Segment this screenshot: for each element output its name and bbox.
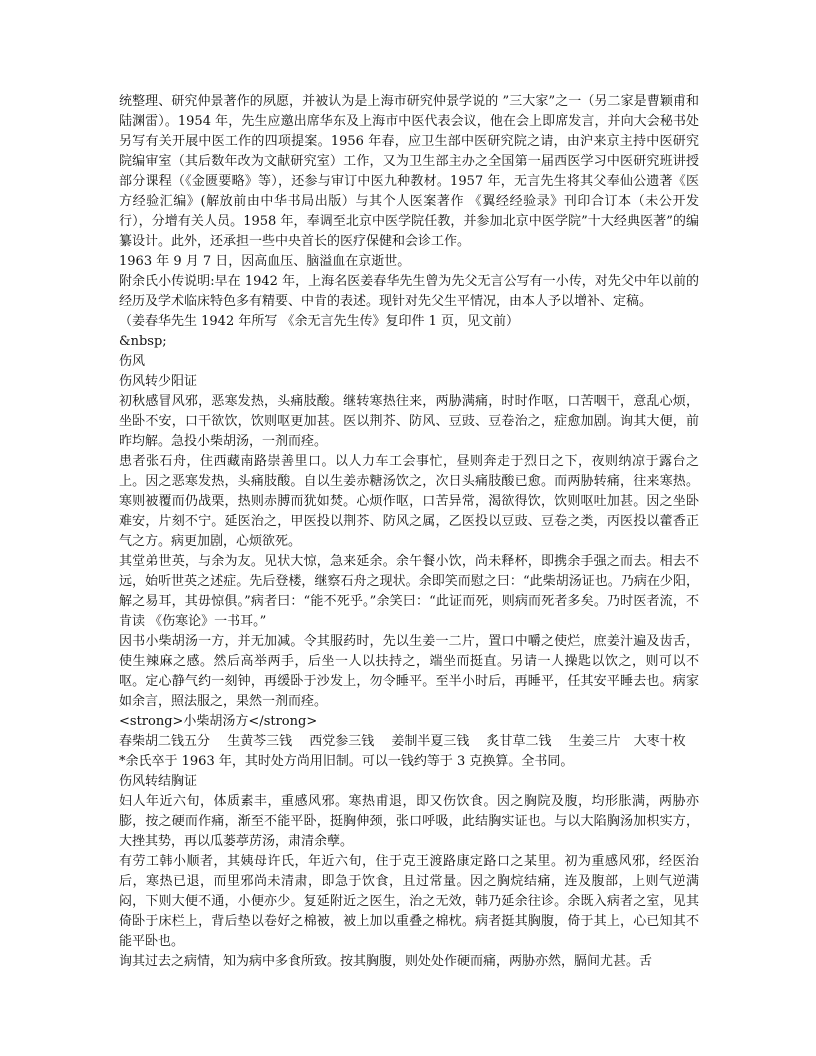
- section-heading: 伤风: [119, 354, 146, 369]
- case-treatment-paragraph: 因书小柴胡汤一方，并无加减。令其服药时，先以生姜一二片，置口中嚼之使烂，庶姜汁遍及齿舌，使生辣麻之感。然后高举两手，后坐一人以扶持之，端坐而挺直。另请一人操匙以饮之，则可以不呕。定心静气约一刻钟，再缓卧于沙发上，勿令睡平。至半小时后，再睡平，任其安平睡去也。病家如余言，照法服之，果然一剂而痊。: [119, 634, 699, 709]
- case-narrative-paragraph: 其堂弟世英，与余为友。见状大惊，急来延余。余午餐小饮，尚未释杯，即携余手强之而去。相去不远，始听世英之述症。先后登楼，继察石舟之现状。余即笑而慰之曰：“此柴胡汤证也。乃病在少阳，解之易耳，其毋惊俱。”病者曰：“能不死乎。”余笑曰：“此证而死，则病而死者多矣。乃时医者流，不肯读 《伤寒论》一书耳。”: [119, 554, 699, 629]
- case-summary-paragraph: 初秋感冒风邪，恶寒发热，头痛肢酸。继转寒热往来，两胁满痛，时时作呕，口苦咽干，意乱心烦，坐卧不安，口干欲饮，饮则呕更加甚。医以荆芥、防风、豆豉、豆卷治之，症愈加剧。询其大便，前昨均解。急投小柴胡汤，一剂而痊。: [119, 394, 699, 449]
- prescription-title: <strong>小柴胡汤方</strong>: [119, 714, 318, 729]
- case-narrative-paragraph: 询其过去之病情，知为病中多食所致。按其胸腹，则处处作硬而痛，两胁亦然，膈间尤甚。舌: [119, 954, 653, 969]
- dosage-footnote: *余氏卒于 1963 年，其时处方尚用旧制。可以一钱约等于 3 克换算。全书同。: [119, 754, 574, 769]
- case-summary-paragraph: 妇人年近六旬，体质素丰，重感风邪。寒热甫退，即又伤饮食。因之胸院及腹，均形胀满，两胁亦膨，按之硬而作痛，渐至不能平卧，挺胸伸颈，张口呼吸，此结胸实证也。与以大陷胸汤加枳实方，大挫其势，再以瓜蒌葶苈汤，肃清余孽。: [119, 794, 699, 849]
- prescription-ingredients: 春柴胡二钱五分 生黄芩三钱 西党参三钱 姜制半夏三钱 炙甘草二钱 生姜三片 大枣十枚: [119, 734, 686, 749]
- biography-note-paragraph: 附余氏小传说明:早在 1942 年，上海名医姜春华先生曾为先父无言公写有一小传，对先父中年以前的经历及学术临床特色多有精要、中肯的表述。现针对先父生平情况，由本人予以增补、定稿。: [119, 274, 699, 309]
- biography-attachment-note: （姜春华先生 1942 年所写 《余无言先生传》复印件 1 页，见文前）: [119, 314, 520, 329]
- biography-paragraph: 统整理、研究仲景著作的夙愿，并被认为是上海市研究仲景学说的 ”三大家”之一（另二家是曹颖甫和陆渊雷）。1954 年，先生应邀出席华东及上海市中医代表会议，他在会上即席发言，并向大会秘书处另写有关开展中医工作的四项提案。1956 年春，应卫生部中医研究院之请，由沪来京主持中医研究院编审室（其后数年改为文献研究室）工作，又为卫生部主办之全国第一届西医学习中医研究班讲授部分课程（《金匮要略》等），还参与审订中医九种教材。1957 年，无言先生将其父奉仙公遗著《医方经验汇编》(解放前由中华书局出版）与其个人医案著作 《翼经经验录》刊印合订本（未公开发行），分增有关人员。1958 年，奉调至北京中医学院任教，并参加北京中医学院”十大经典医著”的编纂设计。此外，还承担一些中央首长的医疗保健和会诊工作。: [119, 94, 699, 249]
- case-heading: 伤风转结胸证: [119, 774, 198, 789]
- case-narrative-paragraph: 有劳工韩小顺者，其姨母许氏，年近六旬，住于克王渡路康定路口之某里。初为重感风邪，经医治后，寒热已退，而里邪尚未清肃，即急于饮食，且过常量。因之胸烷结痛，连及腹部，上则气逆满闷，下则大便不通，小便亦少。复延附近之医生，治之无效，韩乃延余往诊。余既入病者之室，见其倚卧于床栏上，背后垫以卷好之棉被，被上加以重叠之棉枕。病者挺其胸腹，倚于其上，心已知其不能平卧也。: [119, 854, 699, 949]
- case-narrative-paragraph: 患者张石舟，住西藏南路崇善里口。以人力车工会事忙，昼则奔走于烈日之下，夜则纳凉于露台之上。因之恶寒发热，头痛肢酸。自以生姜赤糖汤饮之，次日头痛肢酸已愈。而两胁转痛，往来寒热。寒则被覆而仍战栗，热则赤膊而犹如焚。心烦作呕，口苦异常，渴欲得饮，饮则呕吐加甚。因之坐卧难安，片刻不宁。延医治之，甲医投以荆芥、防风之属，乙医投以豆豉、豆卷之类，丙医投以藿香正气之方。病更加剧，心烦欲死。: [119, 454, 699, 549]
- document-body: [119, 92, 699, 972]
- death-date-line: 1963 年 9 月 7 日，因高血压、脑溢血在京逝世。: [119, 254, 411, 269]
- case-heading: 伤风转少阳证: [119, 374, 198, 389]
- raw-nbsp-line: &nbsp;: [119, 334, 167, 349]
